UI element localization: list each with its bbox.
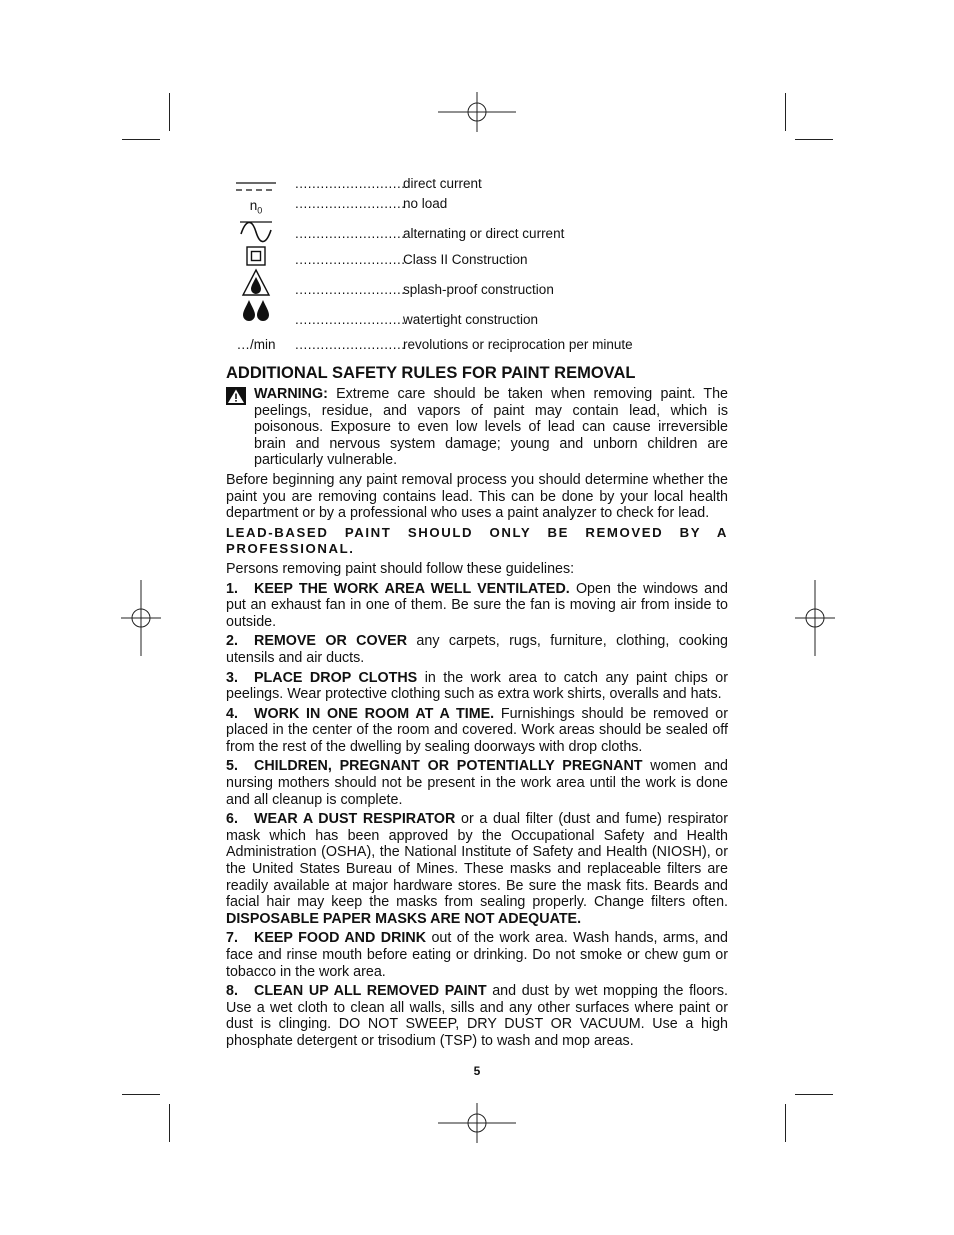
- splash-proof-icon: [226, 268, 286, 301]
- item-number: 1.: [226, 580, 238, 597]
- guideline-item: [226, 983, 728, 1049]
- item-number: 7.: [226, 930, 238, 947]
- guideline-item: [226, 811, 728, 927]
- leader-dots: ..........................: [295, 312, 406, 327]
- leader-dots: ..........................: [295, 196, 406, 211]
- leader-dots: ..........................: [295, 226, 406, 241]
- per-minute-label: …/min: [236, 337, 276, 352]
- symbol-description: alternating or direct current: [403, 226, 565, 241]
- crop-mark: [169, 93, 170, 131]
- registration-mark-right: [795, 580, 835, 656]
- guideline-item: [226, 633, 728, 666]
- item-text: and dust by wet mopping the floors. Use a wet cloth to clean all walls, sills and any other surfaces where paint or dust is clinging. DO NOT SWEEP, DRY DUST OR VACUUM. Use a high phosphate detergent or trisodium (TSP) to wash and mop areas.: [226, 983, 728, 1049]
- symbol-description: Class II Construction: [403, 252, 528, 267]
- guideline-item: [226, 930, 728, 980]
- crop-mark: [122, 1094, 160, 1095]
- registration-mark-top: [438, 92, 516, 132]
- dc-icon: [226, 179, 286, 196]
- item-text: Open the windows and put an exhaust fan in one of them. Be sure the fan is moving air from inside to outside.: [226, 580, 728, 630]
- leader-dots: ..........................: [295, 176, 406, 191]
- lead-notice: LEAD-BASED PAINT SHOULD ONLY BE REMOVED BY A PROFESSIONAL.: [226, 524, 728, 557]
- leader-dots: ..........................: [295, 282, 406, 297]
- warning-text: Extreme care should be taken when removing paint. The peelings, residue, and vapors of paint may contain lead, which is poisonous. Exposure to even low levels of lead can cause irreversible brain and nervous system damage; young and unborn children are particularly vulnerable.: [254, 386, 728, 469]
- section-title: ADDITIONAL SAFETY RULES FOR PAINT REMOVAL: [226, 364, 636, 382]
- symbol-description: watertight construction: [403, 312, 539, 327]
- symbol-description: splash-proof construction: [403, 282, 554, 297]
- registration-mark-bottom: [438, 1103, 516, 1143]
- item-heading: KEEP THE WORK AREA WELL VENTILATED.: [254, 580, 570, 597]
- item-warning: DISPOSABLE PAPER MASKS ARE NOT ADEQUATE.: [226, 910, 582, 927]
- item-number: 6.: [226, 811, 238, 828]
- item-text: out of the work area. Wash hands, arms, and face and rinse mouth before eating or drinking. Do not smoke or chew gum or tobacco in the work area.: [226, 930, 729, 980]
- symbol-row: [226, 226, 746, 248]
- warning-block: [226, 386, 728, 469]
- item-number: 5.: [226, 758, 238, 775]
- item-text: Furnishings should be removed or placed in the center of the room and covered. Work areas should be sealed off from the rest of the dwelling by sealing doorways with drop cloths.: [226, 705, 728, 755]
- symbol-row: [226, 312, 746, 334]
- item-heading: REMOVE OR COVER: [254, 633, 408, 650]
- crop-mark: [795, 139, 833, 140]
- item-heading: PLACE DROP CLOTHS: [254, 669, 418, 686]
- item-heading: CLEAN UP ALL REMOVED PAINT: [254, 983, 487, 1000]
- crop-mark: [785, 93, 786, 131]
- symbol-row: [226, 337, 746, 359]
- item-text: women and nursing mothers should not be present in the work area until the work is done and all cleanup is complete.: [226, 758, 728, 808]
- warning-label: WARNING:: [254, 386, 328, 402]
- no-load-label: n: [249, 198, 258, 213]
- guidelines-intro: Persons removing paint should follow these guidelines:: [226, 560, 575, 577]
- leader-dots: ..........................: [295, 337, 406, 352]
- page-number: 5: [473, 1064, 481, 1078]
- crop-mark: [795, 1094, 833, 1095]
- item-number: 2.: [226, 633, 238, 650]
- guideline-item: [226, 581, 728, 631]
- guideline-item: [226, 670, 728, 703]
- crop-mark: [785, 1104, 786, 1142]
- warning-triangle-icon: [226, 387, 246, 405]
- item-text: in the work area to catch any paint chips or peelings. Wear protective clothing such as extra work shirts, overalls and hats.: [226, 669, 729, 703]
- crop-mark: [122, 139, 160, 140]
- symbol-row: [226, 196, 746, 218]
- symbol-row: [226, 176, 746, 198]
- watertight-icon: [226, 299, 286, 326]
- intro-paragraph: Before beginning any paint removal process you should determine whether the paint you are removing contains lead. This can be done by your local health department or by a professional who uses a paint analyzer to check for lead.: [226, 471, 728, 522]
- no-load-subscript: 0: [257, 205, 263, 216]
- guideline-item: [226, 706, 728, 756]
- item-heading: KEEP FOOD AND DRINK: [254, 930, 427, 947]
- item-text: or a dual filter (dust and fume) respirator mask which has been approved by the Occupational Safety and Health Administration (OSHA), the National Institute of Safety and Health (NIOSH), or the United States Bureau of Mines. These masks and replaceable filters are readily available at major hardware stores. Be sure the mask fits. Beards and facial hair may keep the masks from sealing properly. Change filters often.: [226, 811, 728, 911]
- item-number: 4.: [226, 705, 238, 722]
- ac-dc-icon: [226, 221, 286, 246]
- leader-dots: ..........................: [295, 252, 406, 267]
- item-heading: WEAR A DUST RESPIRATOR: [254, 811, 456, 828]
- item-heading: WORK IN ONE ROOM AT A TIME.: [254, 705, 495, 722]
- symbol-description: direct current: [403, 176, 482, 191]
- registration-mark-left: [121, 580, 161, 656]
- symbol-description: no load: [403, 196, 448, 211]
- item-text: any carpets, rugs, furniture, clothing, cooking utensils and air ducts.: [226, 633, 728, 666]
- item-heading: CHILDREN, PREGNANT OR POTENTIALLY PREGNANT: [254, 758, 643, 775]
- symbol-description: revolutions or reciprocation per minute: [403, 337, 633, 352]
- item-number: 8.: [226, 983, 238, 1000]
- class-ii-icon: [226, 245, 286, 270]
- guideline-item: [226, 758, 728, 808]
- symbol-row: [226, 252, 746, 274]
- symbol-row: [226, 282, 746, 304]
- safety-rules-section: [226, 364, 728, 1053]
- crop-mark: [169, 1104, 170, 1142]
- item-number: 3.: [226, 669, 238, 686]
- no-load-icon: [226, 198, 286, 216]
